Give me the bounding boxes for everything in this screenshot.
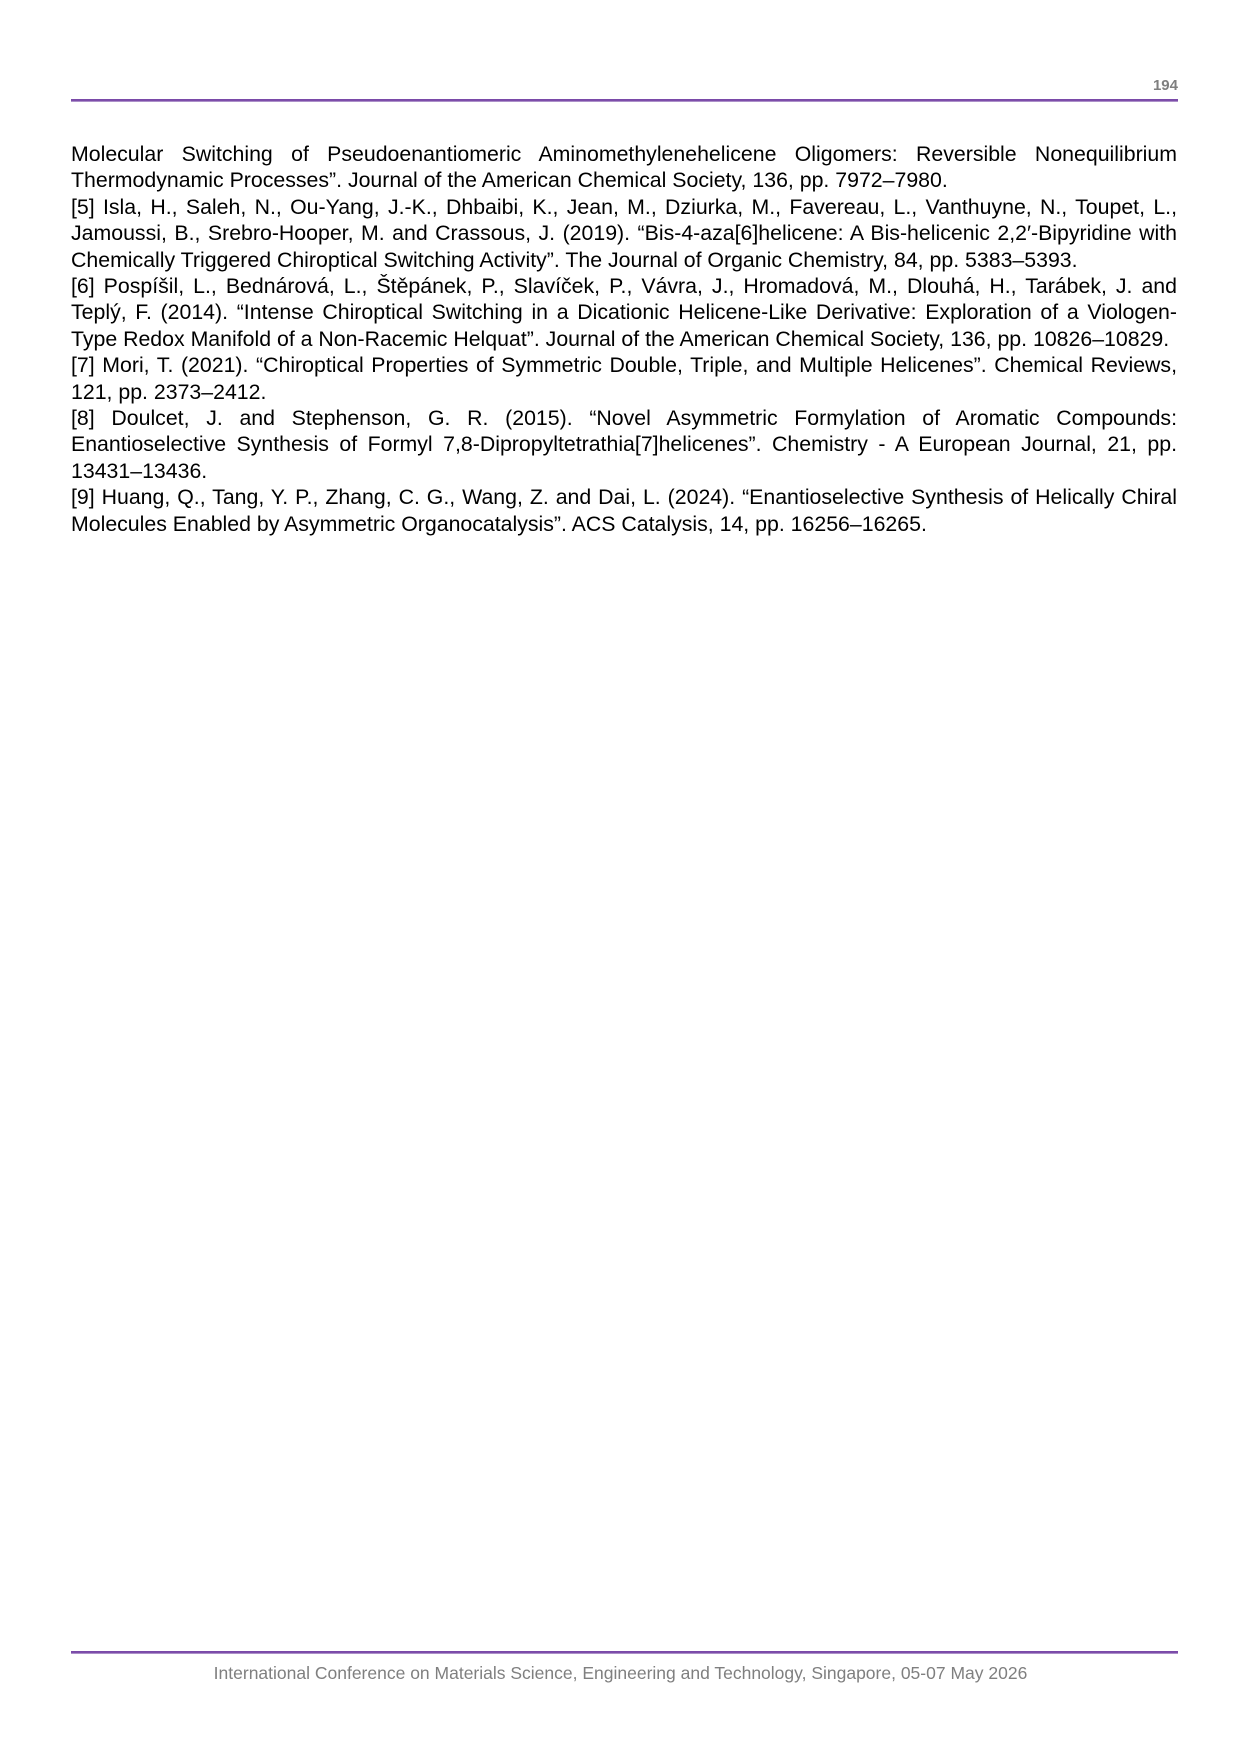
reference-list: [71, 141, 1177, 537]
reference-item: [5] Isla, H., Saleh, N., Ou-Yang, J.-K., Dhbaibi, K., Jean, M., Dziurka, M., Favereau, L., Vanthuyne, N., Toupet, L., Jamoussi, B., Srebro-Hooper, M. and Crassous, J. (2019). “Bis-4-aza[6]helicene: A Bis-helicenic 2,2′-Bipyridine with Chemically Triggered Chiroptical Switching Activity”. The Journal of Organic Chemistry, 84, pp. 5383–5393.: [71, 194, 1177, 272]
reference-item: [7] Mori, T. (2021). “Chiroptical Properties of Symmetric Double, Triple, and Multiple Helicenes”. Chemical Reviews, 121, pp. 2373–2412.: [71, 353, 1177, 404]
reference-item: [8] Doulcet, J. and Stephenson, G. R. (2015). “Novel Asymmetric Formylation of Aromatic Compounds: Enantioselective Synthesis of Formyl 7,8-Dipropyltetrathia[7]helicenes”. Chemistry - A European Journal, 21, pp. 13431–13436.: [71, 406, 1177, 483]
reference-item: [6] Pospíšil, L., Bednárová, L., Štěpánek, P., Slavíček, P., Vávra, J., Hromadová, M., Dlouhá, H., Tarábek, J. and Teplý, F. (2014). “Intense Chiroptical Switching in a Dicationic Helicene-Like Derivative: Exploration of a Viologen-Type Redox Manifold of a Non-Racemic Helquat”. Journal of the American Chemical Society, 136, pp. 10826–10829.: [71, 274, 1177, 351]
page-number: 194: [1152, 77, 1178, 94]
footer-divider: [71, 1651, 1178, 1654]
reference-item: [9] Huang, Q., Tang, Y. P., Zhang, C. G., Wang, Z. and Dai, L. (2024). “Enantioselective Synthesis of Helically Chiral Molecules Enabled by Asymmetric Organocatalysis”. ACS Catalysis, 14, pp. 16256–16265.: [71, 485, 1177, 536]
footer-conference-text: International Conference on Materials Science, Engineering and Technology, Singapore, 05-07 May 2026: [213, 1663, 1028, 1683]
header-divider: [71, 99, 1178, 102]
reference-item: Molecular Switching of Pseudoenantiomeric Aminomethylenehelicene Oligomers: Reversible Nonequilibrium Thermodynamic Processes”. Journal of the American Chemical Society, 136, pp. 7972–7980.: [71, 142, 1177, 193]
